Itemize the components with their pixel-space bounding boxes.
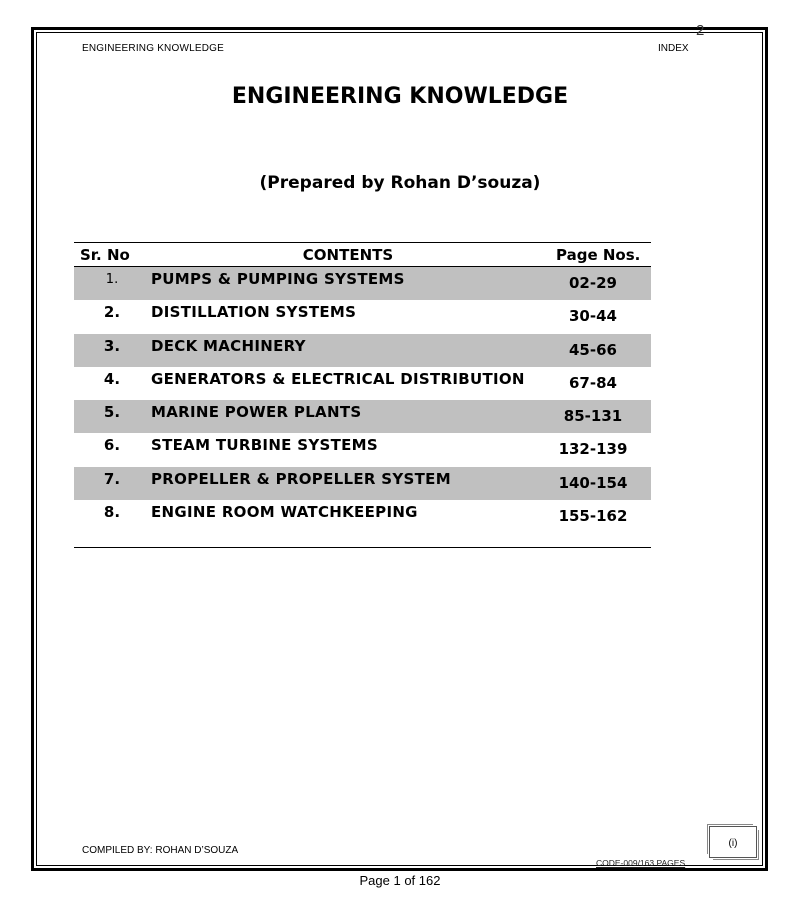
row-pages: 02-29: [569, 274, 617, 292]
row-title: PUMPS & PUMPING SYSTEMS: [151, 270, 405, 288]
table-row[interactable]: [74, 467, 651, 500]
row-pages: 45-66: [569, 340, 617, 359]
running-header-title: ENGINEERING KNOWLEDGE: [82, 43, 224, 54]
row-pages: 30-44: [569, 307, 617, 326]
table-row[interactable]: [74, 300, 651, 333]
row-number: 6.: [103, 436, 121, 455]
row-pages: 132-139: [558, 440, 628, 459]
document-subtitle: (Prepared by Rohan D’souza): [259, 173, 541, 193]
header-contents: CONTENTS: [302, 246, 394, 264]
table-row[interactable]: [74, 334, 651, 367]
compiled-by-footer: COMPILED BY: ROHAN D’SOUZA: [82, 845, 239, 856]
document-code: CODE-009/163 PAGES: [596, 858, 686, 868]
row-pages: 67-84: [569, 373, 617, 392]
document-title: ENGINEERING KNOWLEDGE: [231, 84, 569, 109]
row-title: GENERATORS & ELECTRICAL DISTRIBUTION: [151, 369, 525, 388]
contents-table: [74, 242, 651, 548]
header-page-nos: Page Nos.: [556, 246, 641, 264]
table-bottom-spacing: [74, 533, 651, 547]
row-number: 5.: [103, 403, 121, 422]
corner-page-number: 2: [696, 22, 705, 39]
row-title: DECK MACHINERY: [151, 336, 306, 355]
table-row[interactable]: [74, 400, 651, 433]
contents-table-header: [74, 243, 651, 267]
page-indicator: Page 1 of 162: [359, 873, 441, 888]
header-sr-no: Sr. No: [80, 246, 130, 264]
page-marker-label: (i): [728, 838, 738, 849]
table-row[interactable]: [74, 500, 651, 533]
row-title: DISTILLATION SYSTEMS: [151, 303, 357, 322]
row-title: MARINE POWER PLANTS: [151, 403, 362, 422]
row-number: 1.: [105, 272, 119, 287]
row-title: ENGINE ROOM WATCHKEEPING: [151, 503, 418, 522]
table-row[interactable]: [74, 267, 651, 300]
row-number: 4.: [103, 369, 121, 388]
page-marker-box: [709, 826, 757, 858]
row-number: 7.: [103, 469, 121, 488]
row-pages: 155-162: [558, 507, 628, 526]
row-pages: 140-154: [558, 473, 628, 492]
row-title: STEAM TURBINE SYSTEMS: [151, 436, 379, 455]
row-pages: 85-131: [563, 407, 623, 426]
running-header-section: INDEX: [658, 43, 689, 54]
row-number: 2.: [103, 303, 121, 322]
row-number: 3.: [103, 336, 121, 355]
table-row[interactable]: [74, 367, 651, 400]
row-title: PROPELLER & PROPELLER SYSTEM: [151, 469, 451, 488]
row-number: 8.: [103, 503, 121, 522]
table-row[interactable]: [74, 433, 651, 466]
